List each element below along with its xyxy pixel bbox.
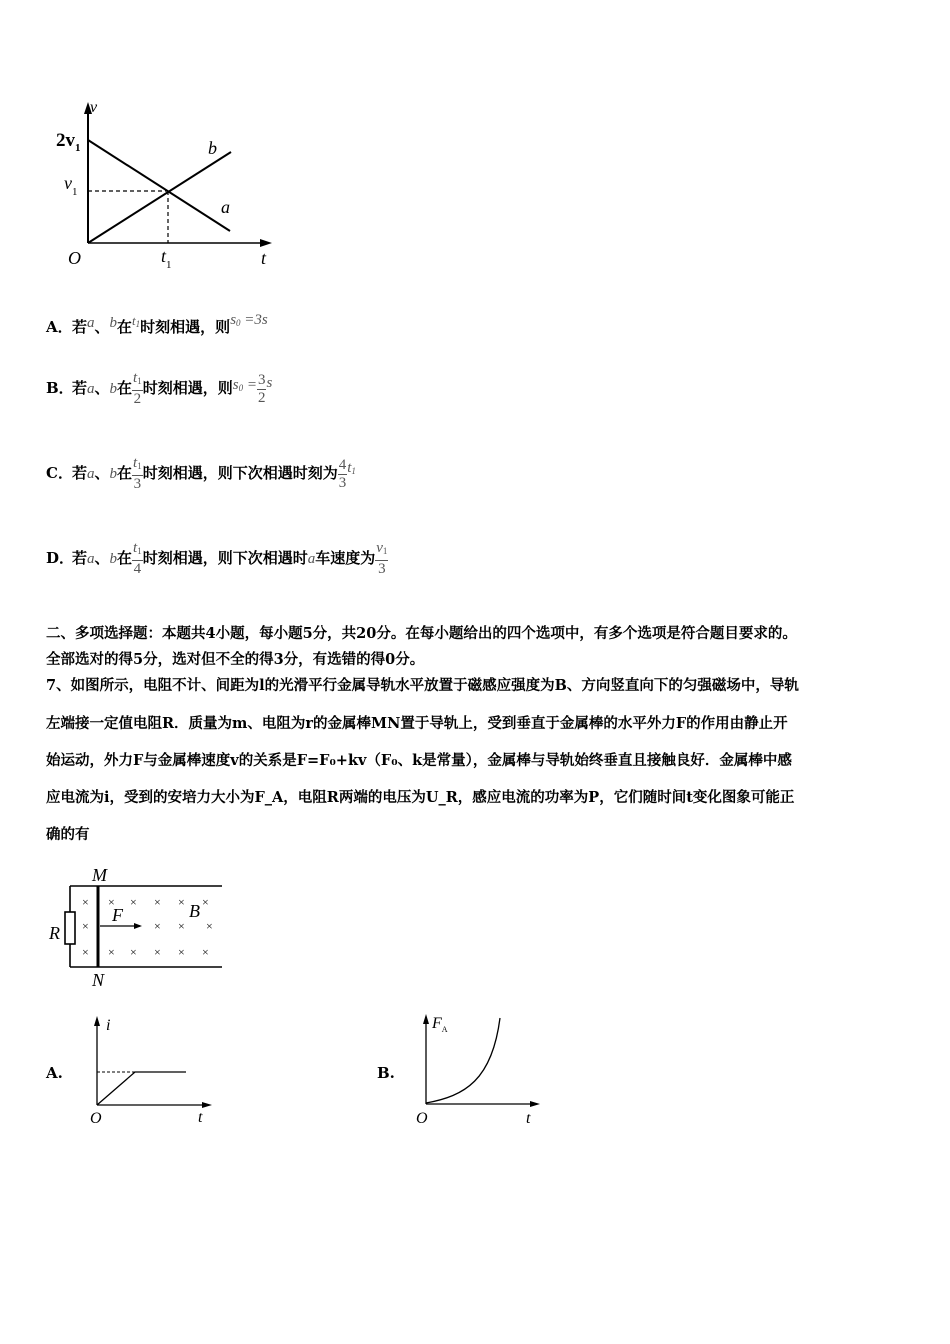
svg-text:×: × (202, 895, 209, 909)
svg-text:×: × (178, 895, 185, 909)
label-r: R (49, 923, 60, 943)
svg-text:×: × (154, 945, 161, 959)
time-fraction: $\frac{t_1}{3}$ (133, 455, 142, 492)
svg-text:×: × (178, 919, 185, 933)
x-axis-arrow (202, 1102, 212, 1108)
q7-line-2: 左端接一定值电阻R．质量为m、电阻为r的金属棒MN置于导轨上，受到垂直于金属棒的水平外力F的作用由静止开 (46, 715, 788, 732)
q6-option-a: A．若a、b在$t_1$时刻相遇，则$s_0 =3s$ (46, 312, 268, 336)
line-b-label: b (208, 138, 217, 158)
svg-text:×: × (154, 919, 161, 933)
svg-text:×: × (82, 919, 89, 933)
q7-line-4: 应电流为i，受到的安培力大小为F_A，电阻R两端的电压为U_R，感应电流的功率为P，它们随时间t变化图象可能正 (46, 789, 795, 806)
label-b: B (189, 901, 200, 921)
svg-text:×: × (82, 945, 89, 959)
line-a-label: a (221, 197, 230, 217)
section2-heading-line1: 二、多项选择题：本题共4小题，每小题5分，共20分。在每小题给出的四个选项中，有多个选项是符合题目要求的。 (46, 625, 797, 642)
q7-line-1: 7、如图所示，电阻不计、间距为l的光滑平行金属导轨水平放置于磁感应强度为B、方向竖直向下的匀强磁场中，导轨 (46, 677, 799, 694)
circuit-diagram (46, 862, 236, 994)
q7-option-a-graph (80, 1010, 220, 1130)
vt-graph (48, 96, 288, 276)
x-axis-arrow (530, 1101, 540, 1107)
y-axis-arrow (423, 1014, 429, 1024)
svg-text:×: × (108, 895, 115, 909)
tail-fraction: $\frac{3}{2}$ (257, 371, 266, 406)
svg-text:×: × (130, 945, 137, 959)
svg-text:×: × (178, 945, 185, 959)
y-axis-arrow (94, 1016, 100, 1026)
force-arrow-head (134, 923, 142, 929)
label-v1: $v_1$ (64, 173, 78, 198)
origin-label: O (90, 1110, 102, 1127)
y-axis-label: $F_A$ (432, 1015, 448, 1034)
origin-label: O (416, 1110, 428, 1127)
q6-option-d: D．若a、b在 $\frac{t_1}{4}$ 时刻相遇，则下次相遇时a车速度为 $\frac{v_1}{3}$ (46, 540, 388, 577)
svg-text:×: × (154, 895, 161, 909)
q6-option-b: B．若a、b在 $\frac{t_1}{2}$ 时刻相遇，则$s_0$ = $\frac{3}{2}$ s (46, 370, 273, 407)
time-fraction: $\frac{t_1}{4}$ (133, 540, 142, 577)
q7-option-b-graph (410, 1006, 550, 1130)
svg-text:×: × (82, 895, 89, 909)
x-axis-label: t (198, 1109, 203, 1126)
q7-line-5: 确的有 (46, 826, 90, 843)
q6-option-c: C．若a、b在 $\frac{t_1}{3}$ 时刻相遇，则下次相遇时刻为 $\frac{4}{3}$ $t_1$ (46, 455, 356, 492)
q7-option-a-label: A. (46, 1064, 63, 1082)
line-b (88, 152, 231, 243)
resistor (65, 912, 75, 944)
x-axis-label: t (526, 1110, 531, 1127)
section2-heading-line2: 全部选对的得5分，选对但不全的得3分，有选错的得0分。 (46, 651, 425, 668)
svg-text:×: × (202, 945, 209, 959)
t-axis-label: t (261, 248, 267, 268)
label-f: F (112, 905, 123, 925)
q7-line-3: 始运动，外力F与金属棒速度v的关系是F=F₀+kv（F₀、k是常量），金属棒与导轨始终垂直且接触良好．金属棒中感 (46, 752, 792, 769)
label-m: M (92, 865, 107, 885)
label-t1: $t_1$ (161, 246, 172, 271)
svg-text:×: × (108, 945, 115, 959)
time-fraction: $\frac{t_1}{2}$ (133, 370, 142, 407)
t-axis-arrow (260, 239, 272, 247)
tail-fraction: $\frac{v_1}{3}$ (376, 540, 388, 577)
v-axis-label: v (90, 99, 98, 116)
q7-option-b-label: B. (377, 1064, 395, 1082)
tail-fraction: $\frac{4}{3}$ (338, 456, 347, 491)
svg-text:×: × (206, 919, 213, 933)
curve-i (97, 1072, 186, 1105)
label-2v1: $2v_1$ (56, 130, 81, 154)
origin-label: O (68, 248, 81, 268)
svg-text:×: × (130, 895, 137, 909)
label-n: N (92, 970, 105, 990)
y-axis-label: i (106, 1017, 111, 1034)
